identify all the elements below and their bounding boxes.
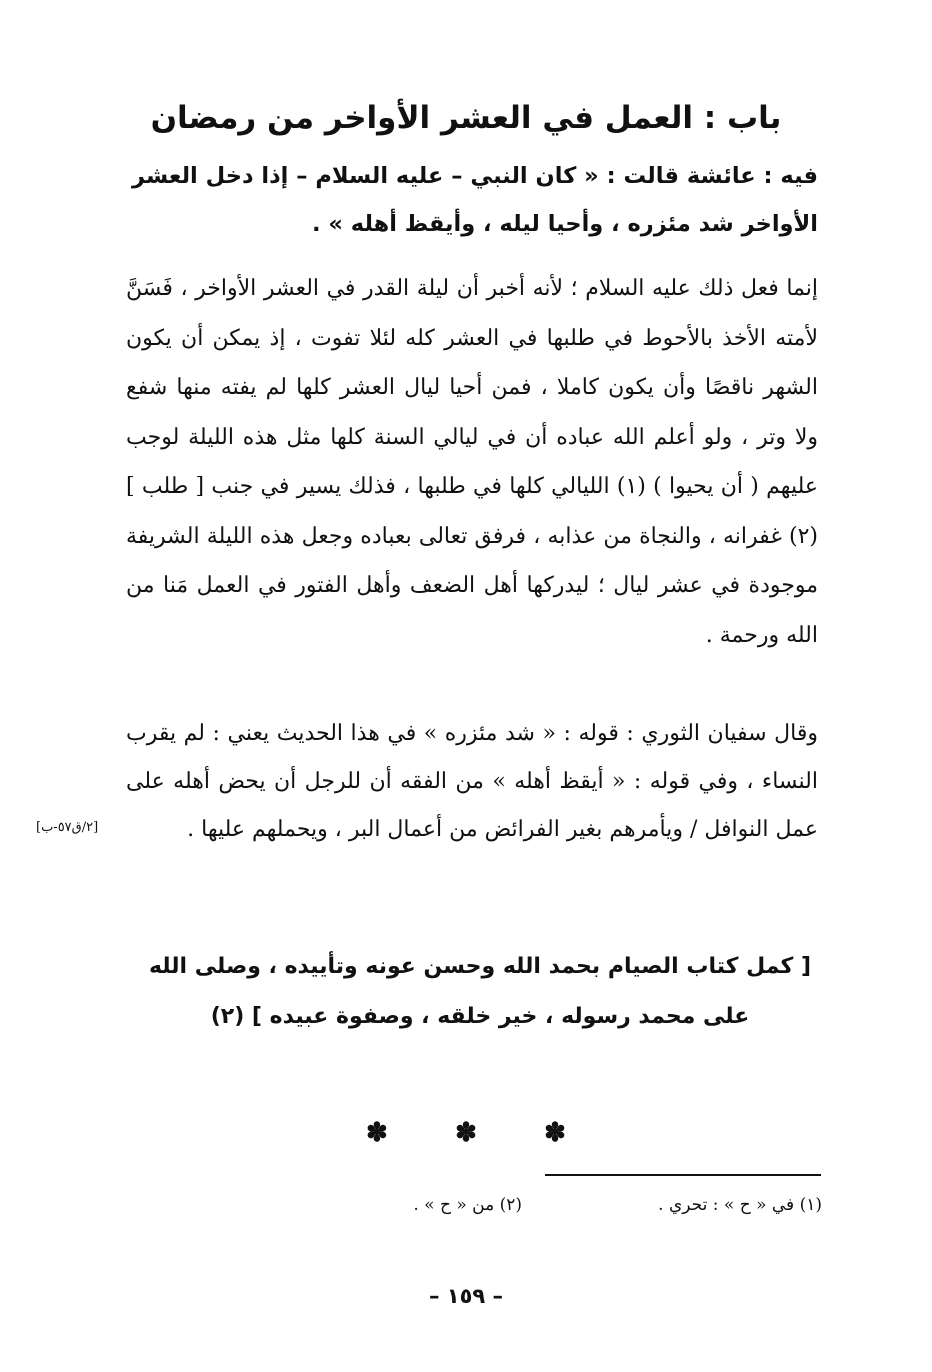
star-ornament-icon: ✽ (544, 1118, 566, 1148)
manuscript-folio-reference: [٢/ق٥٧-ب] (36, 820, 99, 835)
footnote-1: (١) في « ح » : تحري . (658, 1195, 822, 1215)
book-colophon: [ كمل كتاب الصيام بحمد الله وحسن عونه وتأييده ، وصلى الله على محمد رسوله ، خير خلقه ، وصفوة عبيده ] (٢) (148, 954, 812, 1029)
commentary-paragraph: إنما فعل ذلك عليه السلام ؛ لأنه أخبر أن ليلة القدر في العشر الأواخر ، فَسَنَّ لأمته الأخذ بالأحوط في طلبها في العشر كله لئلا تفوت ، إذ يمكن أن يكون الشهر ناقصًا وأن يكون كاملا ، فمن أحيا ليال العشر كلها لم يفته منها شفع ولا وتر ، ولو أعلم الله عباده أن في ليالي السنة كلها مثل هذه الليلة لوجب عليهم ( أن يحيوا ) (١) الليالي كلها في طلبها ، فذلك يسير في جنب [ طلب ] (٢) غفرانه ، والنجاة من عذابه ، فرفق تعالى بعباده وجعل هذه الليلة الشريفة موجودة في عشر ليال ؛ ليدركها أهل الضعف وأهل الفتور في العمل مَنا من الله ورحمة . (126, 276, 819, 648)
footnote-2: (٢) من « ح » . (413, 1195, 522, 1215)
star-ornament-icon: ✽ (455, 1118, 477, 1148)
section-ornament (0, 1118, 932, 1148)
sufyan-paragraph: وقال سفيان الثوري : قوله : « شد مئزره » في هذا الحديث يعني : لم يقرب النساء ، وفي قوله : « أيقظ أهله » من الفقه أن للرجل أن يحض أهله على عمل النوافل / ويأمرهم بغير الفرائض من أعمال البر ، ويحملهم عليها . (126, 721, 818, 842)
page-number: – ١٥٩ – (428, 1284, 504, 1308)
footnote-divider (545, 1174, 821, 1176)
hadith-text: فيه : عائشة قالت : « كان النبي – عليه السلام – إذا دخل العشر الأواخر شد مئزره ، وأحيا ليله ، وأيقظ أهله » . (132, 163, 818, 237)
chapter-heading: باب : العمل في العشر الأواخر من رمضان (150, 100, 782, 136)
star-ornament-icon: ✽ (366, 1118, 388, 1148)
